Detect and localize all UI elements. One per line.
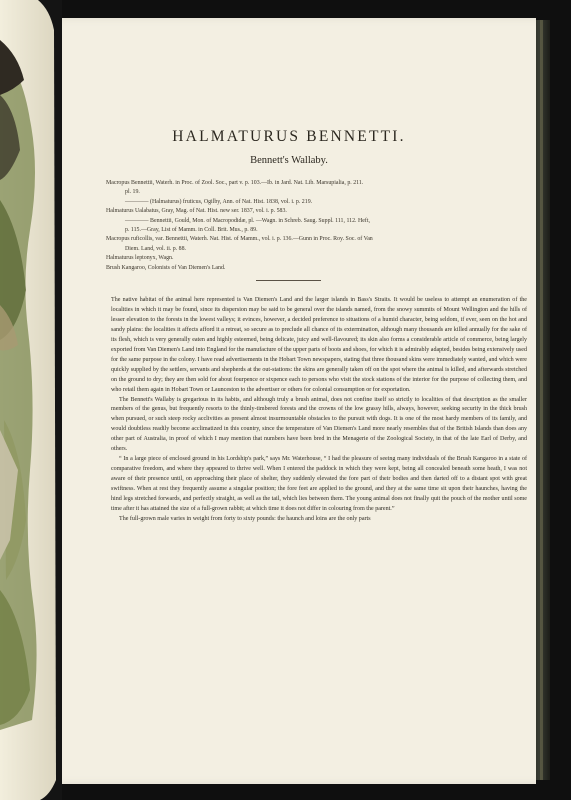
- facing-plate-illustration: [0, 0, 62, 800]
- synonym-entry: pl. 19.: [125, 189, 140, 196]
- body-paragraph: The native habitat of the animal here represented is Van Diemen's Land and the larger islands in Bass's Straits. It would be useless to attempt an enumeration of the localities in which it may be found, since its dispersion may be said to be general over the islands named, from the snowy summits of Mount Wellington and the hills of lesser elevation to the forests in the lowest valleys; it evinces, however, a decided preference to situations of a humid character, being seldom, if ever, seen on the hot and sandy plains: the localities it affects afford it a retreat, so secure as to preclude all chance of its extermination, although many thousands are killed annually for the sake of its flesh, which is very generally eaten and highly esteemed, being delicate, juicy and well-flavoured; its skin also forms a considerable article of commerce, being largely exported from Van Diemen's Land into England for the manufacture of the upper parts of boots and shoes, for which it is admirably adapted, besides being extensively used for the same purpose in the colony. I have read advertisements in the Hobart Town newspapers, stating that three thousand skins were immediately wanted, and which were quickly supplied by the settlers, servants and shepherds at the out-stations: the skins are generally taken off on the spot where the animal is killed, and afterwards stretched on the ground to dry; they are then sold for about fourpence or sixpence each to persons who visit the stock stations of the interior for the purpose of collecting them, and who retail them again in Hobart Town or Launceston to the advertiser or others for colonial consumption or for exportation.: [111, 297, 527, 393]
- synonym-entry: ———— Bennettii, Gould, Mon. of Macropodidæ, pl. —Wagn. in Schreb. Saug. Suppl. 111, 112. Heft,: [125, 217, 370, 224]
- synonym-entry: p. 115.—Gray, List of Mamm. in Coll. Brit. Mus., p. 89.: [125, 227, 258, 234]
- synonym-entry: ———— (Halmaturus) fruticus, Ogilby, Ann. of Nat. Hist. 1838, vol. i. p. 219.: [125, 198, 313, 205]
- synonym-entry: Diem. Land, vol. ii. p. 88.: [125, 245, 187, 252]
- synonymy-list: [106, 179, 516, 273]
- page-title: HALMATURUS BENNETTI.: [172, 128, 406, 145]
- page-subtitle: Bennett's Wallaby.: [250, 155, 328, 166]
- spine-edge: [540, 20, 543, 780]
- synonym-entry: Macropus ruficollis, var. Bennettii, Waterh. Nat. Hist. of Mamm., vol. i. p. 136.—Gunn in Proc. Roy. Soc. of Van: [106, 236, 373, 243]
- synonym-entry: Macropus Bennettii, Waterh. in Proc. of Zool. Soc., part v. p. 103.—Ib. in Jard. Nat. Lib. Marsupialia, p. 211.: [106, 180, 364, 186]
- section-divider: [256, 280, 321, 281]
- body-text: [111, 296, 527, 525]
- body-paragraph: The full-grown male varies in weight from forty to sixty pounds: the haunch and loins are the only parts: [119, 515, 371, 522]
- body-paragraph: “ In a large piece of enclosed ground in his Lordship's park,” says Mr. Waterhouse, “ I had the pleasure of seeing many individuals of the Brush Kangaroo in a state of comparative freedom, and where they appeared to thrive well. When I entered the paddock in which they were kept, being all concealed beneath some heath, I was not aware of their presence until, on approaching their place of shelter, they suddenly elevated the fore part of their bodies and then darted off to a distant spot with great swiftness. When at rest they frequently assume a singular position; the fore feet are applied to the ground, and they at the same time sit upon their haunches, having the hind legs stretched forwards, and perfectly straight, as well as the tail, which lies between them. The young animal does not finally quit the pouch of the mother until some time after it has attained the size of a full-grown rabbit; at which time it does not differ in colouring from the parent.”: [111, 456, 527, 513]
- wallaby-plate-image: [0, 0, 62, 800]
- body-paragraph: The Bennett's Wallaby is gregarious in its habits, and although truly a brush animal, does not confine itself so strictly to localities of that description as the smaller members of the genus, but frequently resorts to the thinly-timbered forests and the crowns of the low grassy hills, always, however, seeking security in the thick brush when pursued, or such steep rocky acclivities as present almost insurmountable obstacles to the pursuit with dogs. It is one of the most hardy members of its family, and would doubtless readily become acclimatized in this country, since the temperature of Van Diemen's Land more nearly resembles that of the British Islands than does any other part of Australia, in proof of which I may mention that numbers have been bred in the Menagerie of the Zoological Society, in that of the late Earl of Derby, and others.: [111, 396, 527, 453]
- synonym-entry: Brush Kangaroo, Colonists of Van Diemen's Land.: [106, 264, 226, 271]
- synonym-entry: Halmaturus Ualabatus, Gray, Mag. of Nat. Hist. new ser. 1837, vol. i. p. 583.: [106, 208, 287, 215]
- page-text-area: [64, 0, 527, 800]
- synonym-entry: Halmaturus leptonyx, Wagn.: [106, 255, 174, 262]
